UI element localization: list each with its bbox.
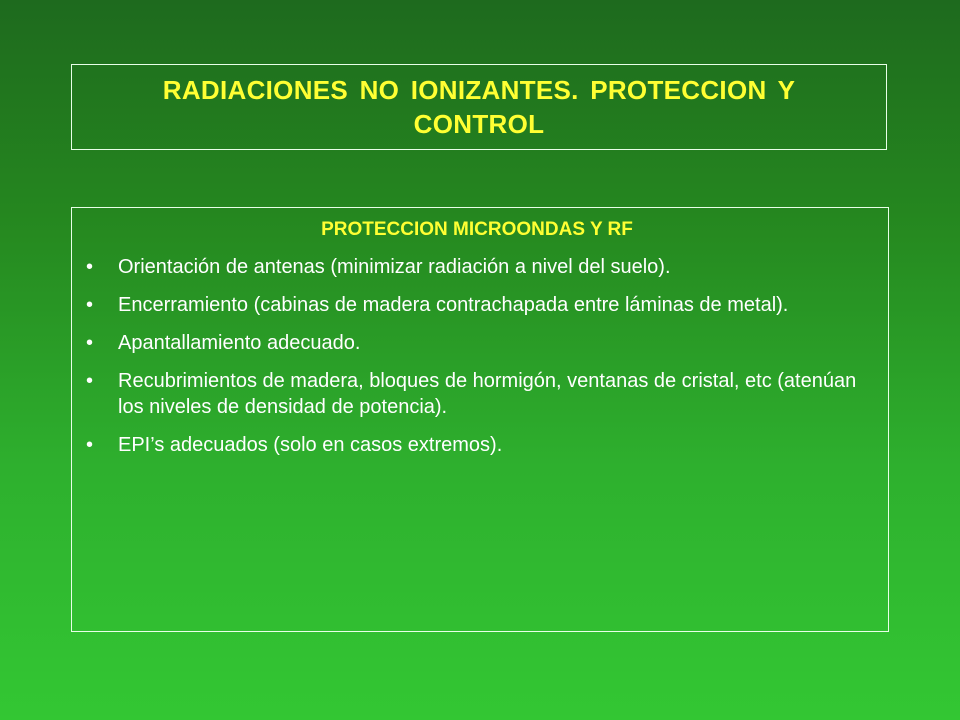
bullet-text: Recubrimientos de madera, bloques de hormigón, ventanas de cristal, etc (atenúan los niveles de densidad de potencia). — [118, 370, 857, 418]
slide-title: RADIACIONES NO IONIZANTES. PROTECCION Y CONTROL — [162, 75, 796, 139]
bullet-list — [86, 254, 868, 458]
bullet-dot: • — [86, 332, 94, 354]
content-box — [71, 207, 889, 632]
bullet-item — [86, 292, 868, 318]
bullet-dot: • — [86, 256, 94, 278]
bullet-text: Encerramiento (cabinas de madera contrachapada entre láminas de metal). — [118, 294, 789, 316]
bullet-text: Orientación de antenas (minimizar radiación a nivel del suelo). — [118, 256, 671, 278]
bullet-item — [86, 432, 868, 458]
bullet-text: Apantallamiento adecuado. — [118, 332, 361, 354]
bullet-dot: • — [86, 370, 94, 392]
bullet-dot: • — [86, 434, 94, 456]
bullet-item — [86, 368, 868, 420]
section-subtitle: PROTECCION MICROONDAS Y RF — [321, 219, 633, 240]
bullet-item — [86, 254, 868, 280]
title-box — [71, 64, 887, 150]
bullet-dot: • — [86, 294, 94, 316]
bullet-text: EPI’s adecuados (solo en casos extremos). — [118, 434, 503, 456]
bullet-item — [86, 330, 868, 356]
